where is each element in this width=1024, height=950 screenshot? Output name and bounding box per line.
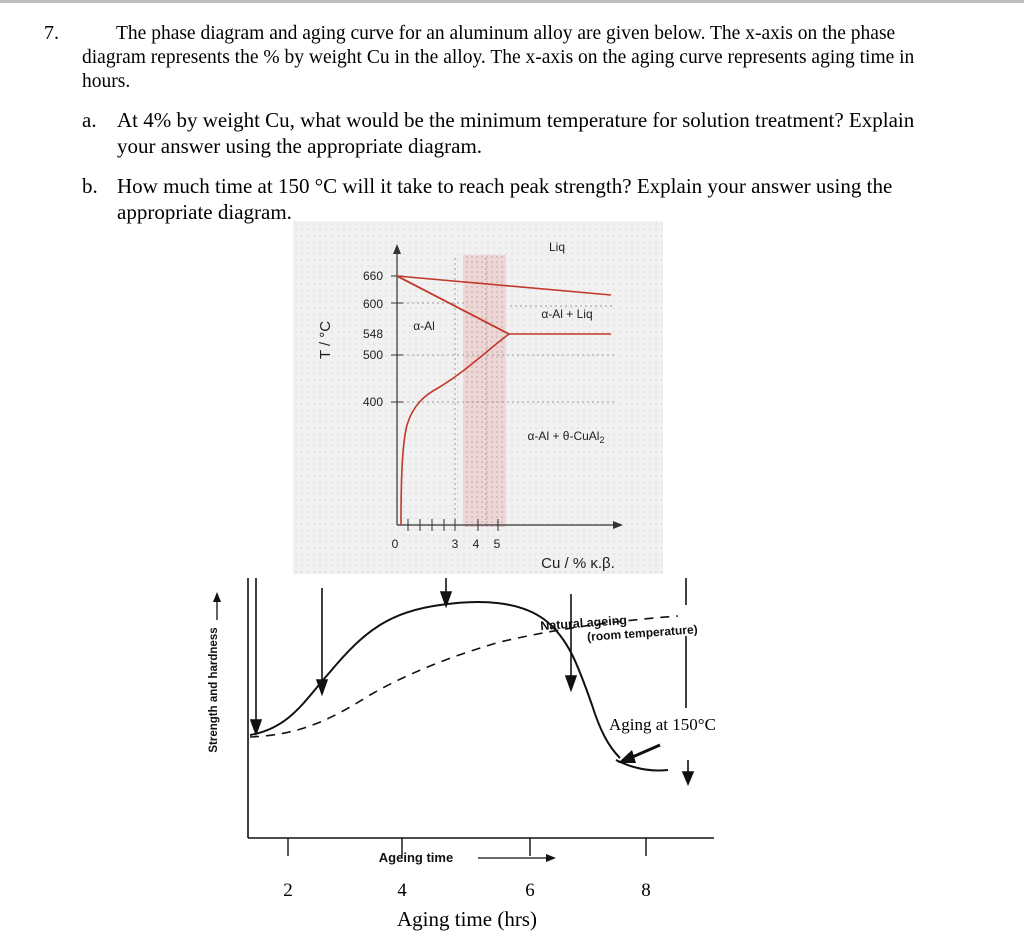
aging-y-axis-title: Strength and hardness xyxy=(208,627,220,753)
region-label-a-al-theta: α-Al + θ-CuAl$_2$ xyxy=(527,429,605,445)
highlight-band xyxy=(463,255,506,527)
aging-y-title xyxy=(208,592,221,753)
aging-150-pointer-arrow xyxy=(618,745,660,763)
down-arrows xyxy=(251,578,693,784)
phase-x-axis-title: Cu / % κ.β. xyxy=(541,555,615,572)
phase-y-tick-548: 548 xyxy=(362,327,383,341)
part-a-text: At 4% by weight Cu, what would be the minimum temperature for solution treatment? Explain your answer using the appropriate diagram. xyxy=(117,108,915,158)
aging-x-axis-title: Aging time (hrs) xyxy=(397,907,537,931)
phase-x-tick-5: 5 xyxy=(493,537,501,551)
phase-y-tick-400: 400 xyxy=(362,395,383,409)
phase-y-tick-500: 500 xyxy=(362,348,383,362)
aging-bottom-ticks xyxy=(288,838,646,856)
part-b-text: How much time at 150 °C will it take to reach peak strength? Explain your answer using the appropriate diagram. xyxy=(117,174,893,224)
phase-y-tick-660: 660 xyxy=(362,269,383,283)
natural-ageing-text: Natural ageing xyxy=(539,613,628,634)
phase-x-tick-0: 0 xyxy=(391,537,399,551)
aging-x-tick-2: 2 xyxy=(283,880,293,901)
phase-y-axis-title: T / °C xyxy=(317,320,334,360)
phase-y-tick-600: 600 xyxy=(362,297,383,311)
aging-x-tick-6: 6 xyxy=(525,880,535,901)
phase-x-tick-4: 4 xyxy=(472,537,480,551)
phase-x-tick-3: 3 xyxy=(451,537,459,551)
question-number: 7. xyxy=(44,22,59,44)
aging-x-tick-4: 4 xyxy=(397,880,407,901)
phase-diagram xyxy=(293,221,663,574)
aging-x-tick-8: 8 xyxy=(641,880,651,901)
ageing-time-label: Ageing time xyxy=(378,850,454,865)
room-temperature-text: (room temperature) xyxy=(586,622,699,644)
region-label-a-al: α-Al xyxy=(413,319,435,333)
aging-top-ticks xyxy=(256,578,686,605)
part-b-label: b. xyxy=(82,174,98,198)
aging-curve xyxy=(208,578,716,931)
aging-150-label: Aging at 150°C xyxy=(609,715,716,734)
question-text: The phase diagram and aging curve for an aluminum alloy are given below. The x-axis on the phase diagram represents the % by weight Cu in the alloy. The x-axis on the aging curve represents aging time in hours. xyxy=(82,23,915,92)
ageing-time-arrowhead xyxy=(546,854,556,862)
part-a-label: a. xyxy=(82,108,97,132)
region-label-liq: Liq xyxy=(548,240,566,254)
region-label-a-al-liq: α-Al + Liq xyxy=(541,307,593,321)
